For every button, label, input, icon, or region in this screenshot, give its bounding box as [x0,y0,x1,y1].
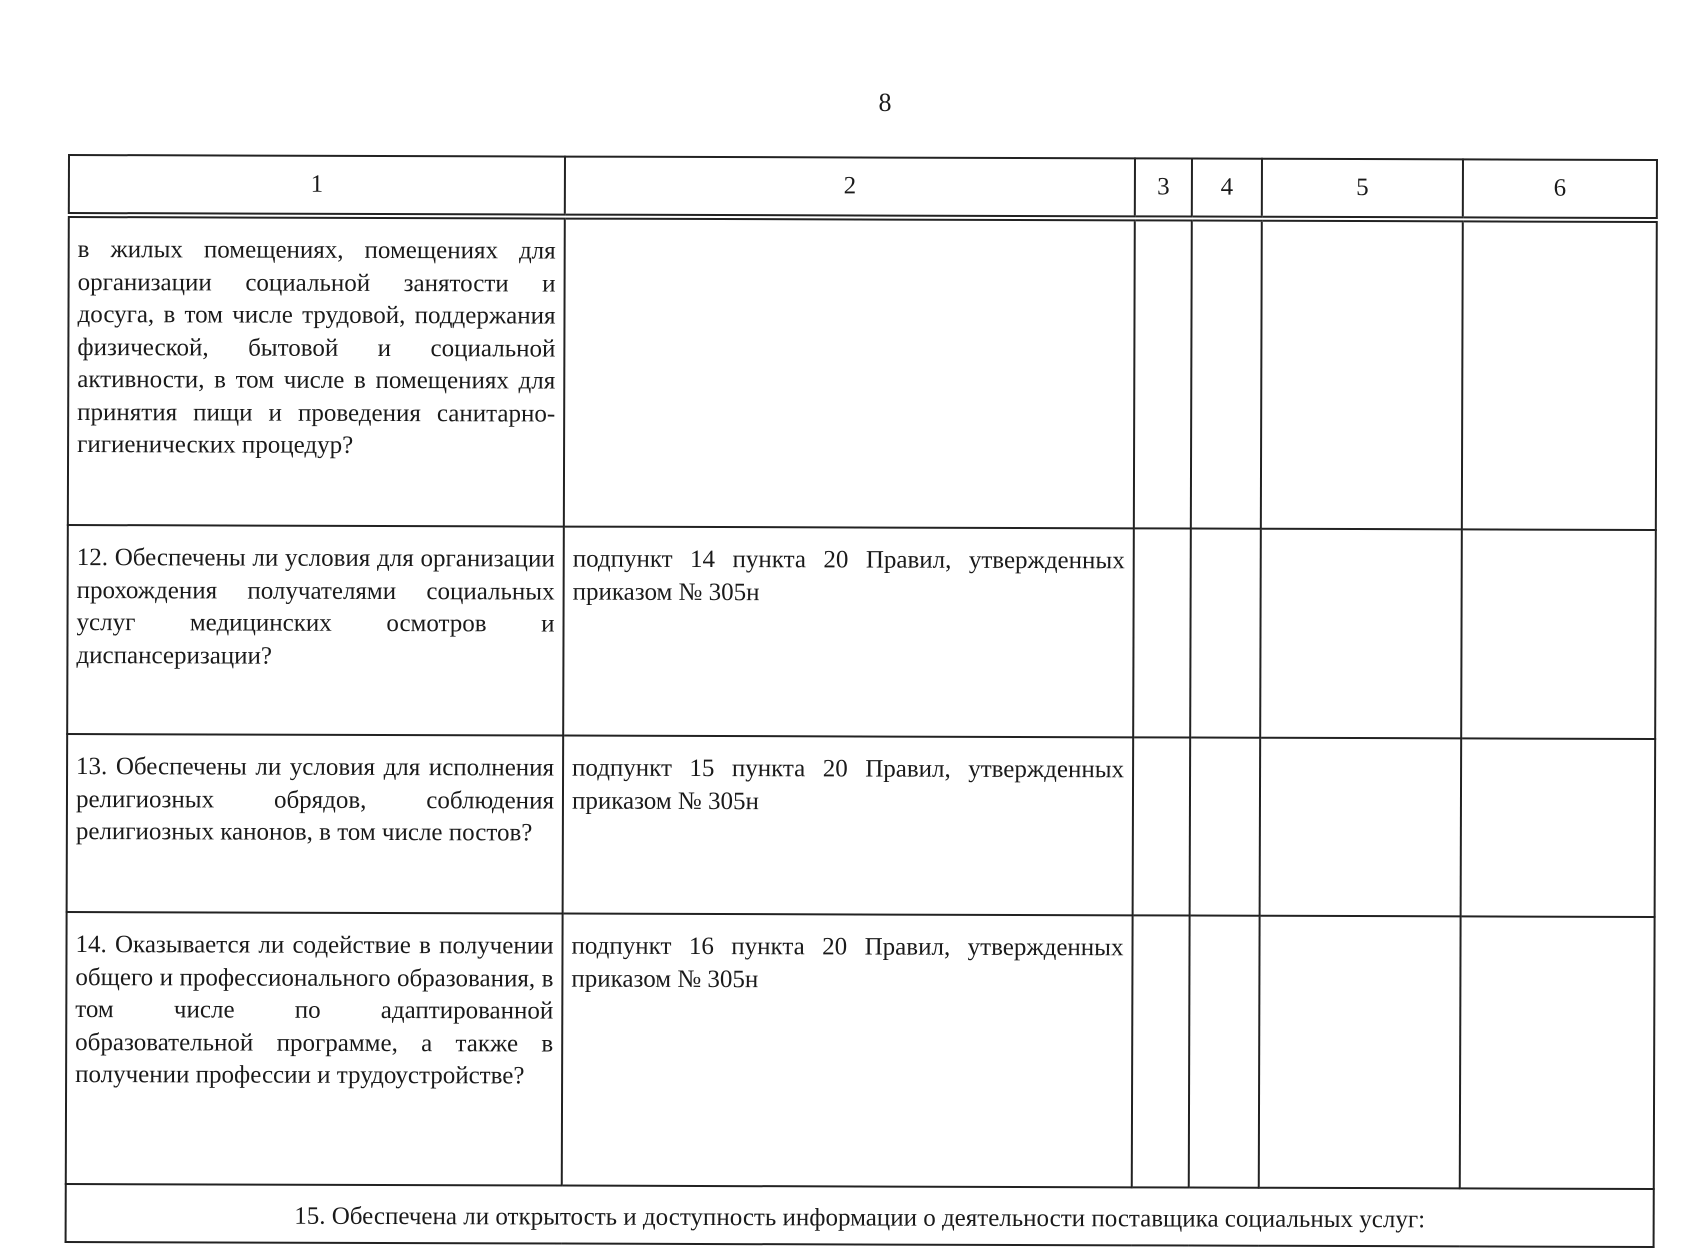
header-row [69,155,1657,220]
answer-cell-na [1260,529,1462,739]
checklist-table [65,154,1658,1248]
question-cell: 13. Обеспечены ли условия для исполнения религиозных обрядов, соблюдения религиозных канонов, в том числе постов? [67,734,564,914]
column-header-5: 5 [1262,159,1463,220]
notes-cell [1461,529,1656,739]
answer-cell-yes [1132,915,1190,1187]
table-row [68,215,1657,530]
answer-cell-no [1190,529,1261,738]
answer-cell-no [1189,916,1260,1188]
reference-cell: подпункт 15 пункта 20 Правил, утвержденных приказом № 305н [563,736,1134,916]
question-cell: 12. Обеспечены ли условия для организации прохождения получателями социальных услуг медицинских осмотров и диспансеризации? [67,525,564,736]
notes-cell [1462,219,1657,530]
reference-cell: подпункт 14 пункта 20 Правил, утвержденных приказом № 305н [563,527,1134,738]
answer-cell-yes [1134,218,1192,528]
question-cell: в жилых помещениях, помещениях для организации социальной занятости и досуга, в том числе трудовой, поддержания физической, бытовой и социальной активности, в том числе в помещениях для принятия пищи и проведения санитарно-гигиенических процедур? [68,215,565,527]
section-heading-cell: 15. Обеспечена ли открытость и доступность информации о деятельности поставщика социальных услуг: [66,1184,1654,1247]
column-header-6: 6 [1463,159,1657,220]
table-row [67,525,1656,739]
table-row [66,912,1655,1189]
reference-cell: подпункт 16 пункта 20 Правил, утвержденных приказом № 305н [562,914,1133,1188]
column-header-3: 3 [1135,158,1192,218]
answer-cell-na [1260,738,1462,917]
answer-cell-no [1190,738,1261,916]
page-number: 8 [878,88,892,117]
section-row [66,1184,1654,1247]
notes-cell [1461,738,1656,917]
notes-cell [1460,916,1655,1189]
table-row [67,734,1656,917]
question-cell: 14. Оказывается ли содействие в получении общего и профессионального образования, в том числе по адаптированной образовательной программе, а также в получении профессии и трудоустройстве? [66,912,563,1186]
answer-cell-na [1259,916,1461,1189]
answer-cell-na [1261,219,1463,530]
reference-cell [564,217,1135,529]
column-header-4: 4 [1192,159,1262,219]
answer-cell-yes [1133,528,1191,737]
answer-cell-no [1191,219,1262,529]
column-header-1: 1 [69,155,565,217]
answer-cell-yes [1133,737,1191,915]
column-header-2: 2 [565,157,1135,219]
